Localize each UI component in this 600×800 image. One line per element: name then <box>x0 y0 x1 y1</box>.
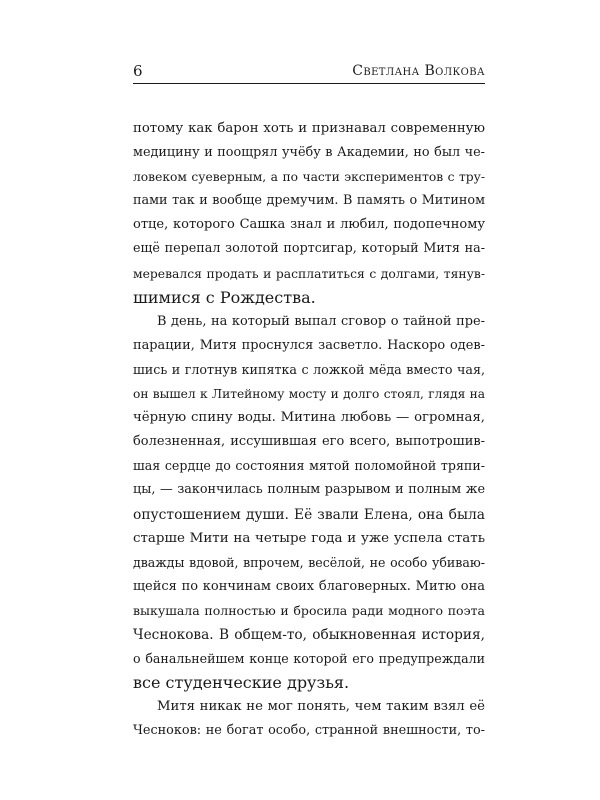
text-line: он вышел к Литейному мосту и долго стоял, глядя на <box>133 387 485 402</box>
body-text <box>133 117 485 743</box>
text-line: медицину и поощрял учёбу в Академии, но был че- <box>133 145 485 161</box>
text-line: В день, на который выпал сговор о тайной пре- <box>157 313 485 329</box>
text-line: отце, которого Сашка знал и любил, подопечному <box>133 217 485 233</box>
text-line: шись и глотнув кипятка с ложкой мёда вместо чая, <box>133 361 485 377</box>
page-header <box>133 58 485 84</box>
text-line: Чесноков: не богат особо, странной внешности, то- <box>133 723 485 739</box>
text-line: щейся по кончинам своих благоверных. Митю она <box>133 578 485 594</box>
text-line: болезненная, иссушившая его всего, выпотрошив- <box>133 434 485 450</box>
header-rule <box>133 83 485 84</box>
page-number: 6 <box>133 62 143 80</box>
text-line: потому как барон хоть и признавал современную <box>133 121 485 136</box>
text-line: чёрную спину воды. Митина любовь — огромная, <box>133 410 485 426</box>
text-line: Чеснокова. В общем-то, обыкновенная история, <box>133 626 485 643</box>
text-line: парации, Митя проснулся засветло. Наскоро одев- <box>133 337 485 353</box>
text-line: ещё перепал золотой портсигар, который Митя на- <box>133 241 485 257</box>
text-line: меревался продать и расплатиться с долгами, тянув- <box>133 266 485 281</box>
text-line: шимися с Рождества. <box>133 287 316 307</box>
text-line: выкушала полностью и бросила ради модного поэта <box>133 602 485 618</box>
text-line: о банальнейшем конце которой его предупреждали <box>133 651 485 667</box>
text-line: Митя никак не мог понять, чем таким взял её <box>157 699 485 715</box>
text-line: шая сердце до состояния мятой поломойной тряпи- <box>133 458 485 474</box>
running-head-author: Светлана Волкова <box>352 63 485 79</box>
text-line: дважды вдовой, впрочем, весёлой, не особо убиваю- <box>133 554 485 570</box>
text-line: пами так и вообще дремучим. В память о Митином <box>133 193 485 209</box>
text-line: цы, — закончилась полным разрывом и полным же <box>133 482 485 498</box>
text-line: опустошением души. Её звали Елена, она была <box>133 506 485 523</box>
text-line: ловеком суеверным, а по части экспериментов с тру- <box>133 170 485 185</box>
text-line: все студенческие друзья. <box>133 673 350 693</box>
text-line: старше Мити на четыре года и уже успела стать <box>133 530 485 546</box>
